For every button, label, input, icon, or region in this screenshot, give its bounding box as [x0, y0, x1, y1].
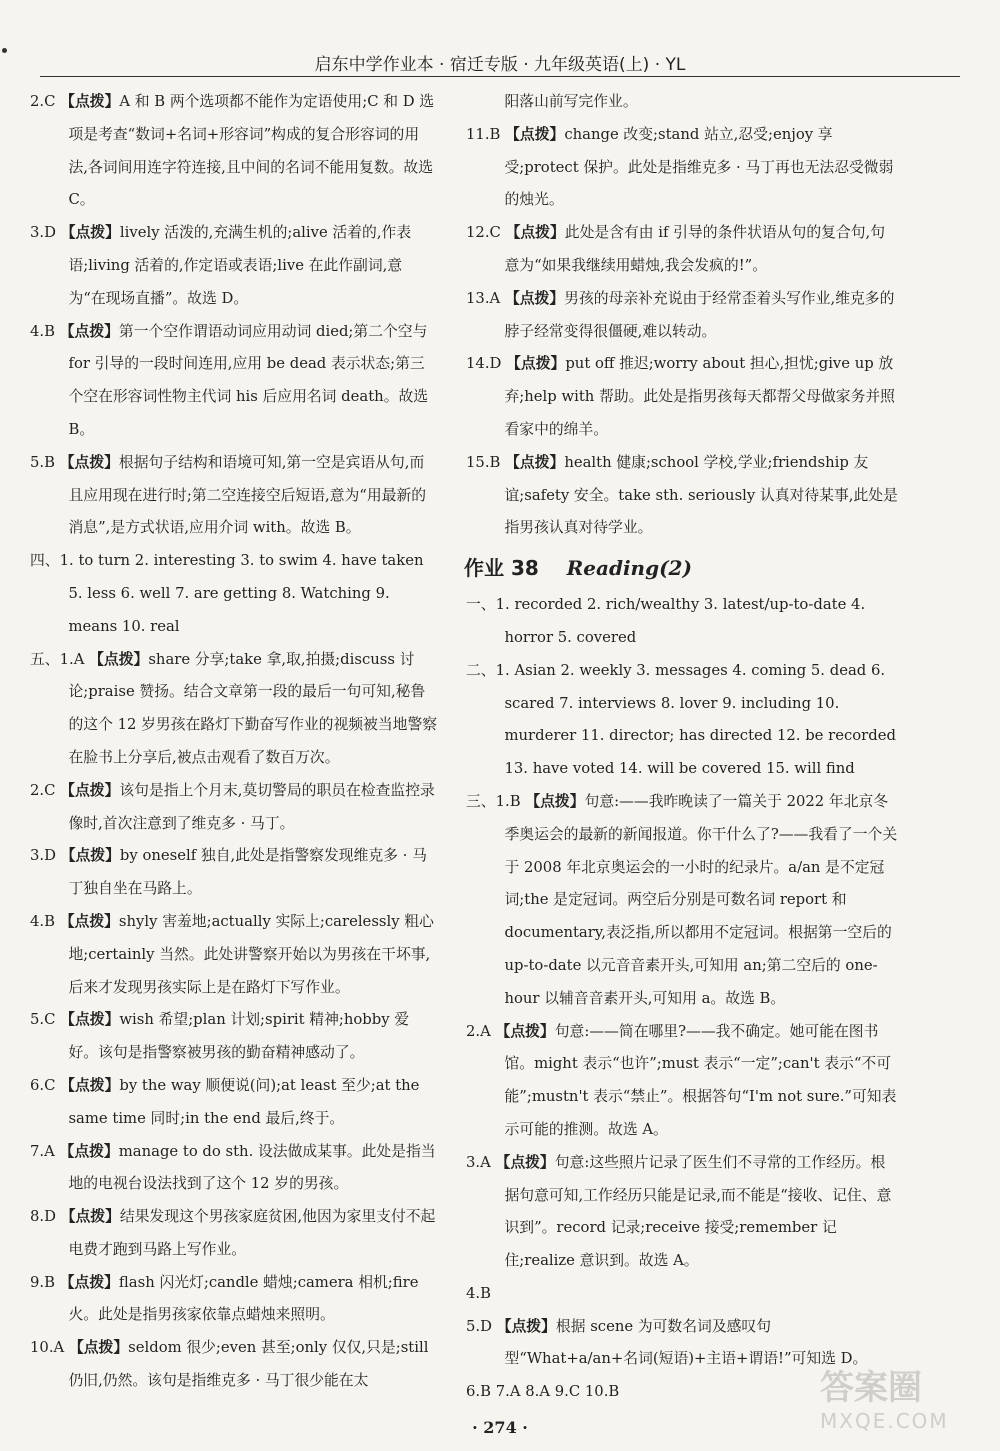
answer-number: 5.C — [30, 1011, 56, 1029]
hint-tag: 【点拨】 — [525, 792, 585, 810]
answer-item — [30, 316, 438, 447]
answer-text: A 和 B 两个选项都不能作为定语使用;C 和 D 选项是考查“数词+名词+形容词”构成的复合形容词的用法,各词间用连字符连接,且中间的名词不能用复数。故选 C。 — [68, 93, 435, 209]
hint-tag: 【点拨】 — [495, 1022, 555, 1040]
answer-item — [466, 217, 898, 283]
answer-item — [30, 840, 438, 906]
answer-number: 4.B — [30, 912, 55, 930]
answer-text: lively 活泼的,充满生机的;alive 活着的,作表语;living 活着的,作定语或表语;live 在此作副词,意为“在现场直播”。故选 D。 — [68, 224, 412, 307]
answer-number: 2.C — [30, 93, 56, 110]
answer-item — [30, 1004, 438, 1070]
answer-number: 13.A — [466, 289, 501, 307]
answer-number: 2.C — [30, 781, 56, 799]
hint-tag: 【点拨】 — [504, 289, 565, 307]
answer-item — [466, 655, 898, 786]
hint-tag: 【点拨】 — [506, 355, 566, 373]
answer-number: 四、1. — [30, 552, 74, 570]
answer-number: 三、1.B — [466, 792, 521, 810]
answer-text: 7.A 8.A 9.C 10.B — [495, 1383, 620, 1401]
answer-item — [466, 86, 898, 119]
answer-number: 15.B — [466, 453, 501, 471]
answer-text: put off 推迟;worry about 担心,担忧;give up 放弃;help with 帮助。此处是指男孩每天都帮父母做家务并照看家中的绵羊。 — [504, 355, 895, 438]
hint-tag: 【点拨】 — [60, 1208, 120, 1226]
answer-number: 3.D — [30, 224, 56, 242]
answer-item — [466, 348, 898, 446]
answer-text: manage to do sth. 设法做成某事。此处是指当地的电视台设法找到了这个 12 岁的男孩。 — [68, 1142, 436, 1193]
answer-item — [466, 786, 898, 1016]
answer-number: 二、1. — [466, 661, 510, 679]
answer-text: by oneself 独自,此处是指警察发现维克多 · 马丁独自坐在马路上。 — [68, 847, 427, 898]
hint-tag: 【点拨】 — [60, 93, 120, 110]
left-column — [30, 86, 438, 1398]
answer-text: change 改变;stand 站立,忍受;enjoy 享受;protect 保护。此处是指维克多 · 马丁再也无法忍受微弱的烛光。 — [504, 125, 894, 209]
answer-item — [466, 283, 898, 349]
answer-text: to turn 2. interesting 3. to swim 4. have taken 5. less 6. well 7. are getting 8. Watching 9. means 10. real — [68, 552, 424, 635]
header-rule — [40, 76, 960, 77]
answer-number: 2.A — [466, 1022, 491, 1040]
answer-text: share 分享;take 拿,取,拍摄;discuss 讨论;praise 赞扬。结合文章第一段的最后一句可知,秘鲁的这个 12 岁男孩在路灯下勤奋写作业的视频被当地警察在脸书上分享后,被点击观看了数百万次。 — [68, 650, 438, 766]
answer-number: 8.D — [30, 1208, 56, 1226]
answer-number: 12.C — [466, 224, 501, 242]
answer-number: 五、1.A — [30, 650, 85, 668]
answer-text: 此处是含有由 if 引导的条件状语从句的复合句,句意为“如果我继续用蜡烛,我会发疯的!”。 — [504, 224, 886, 274]
heading-cn: 作业 38 — [464, 556, 539, 581]
answer-text: recorded 2. rich/wealthy 3. latest/up-to-date 4. horror 5. covered — [504, 596, 866, 646]
answer-item — [30, 86, 438, 217]
watermark-logo: 答案圈 MXQE.COM — [820, 1368, 949, 1433]
answer-number: 14.D — [466, 355, 502, 373]
answer-number: 4.B — [30, 322, 55, 340]
answer-item — [30, 1332, 438, 1398]
answer-number: 11.B — [466, 125, 501, 143]
answer-text: Asian 2. weekly 3. messages 4. coming 5. dead 6. scared 7. interviews 8. lover 9. including 10. murderer 11. director; has directed 12. be recorded 13. have voted 14. will be covered 15. will find — [504, 661, 896, 778]
answer-text: wish 希望;plan 计划;spirit 精神;hobby 爱好。该句是指警察被男孩的勤奋精神感动了。 — [68, 1011, 410, 1062]
answer-number: 10.A — [30, 1339, 65, 1357]
answer-text: 根据 scene 为可数名词及感叹句型“What+a/an+名词(短语)+主语+谓语!”可知选 D。 — [504, 1317, 868, 1368]
hint-tag: 【点拨】 — [505, 224, 565, 242]
hint-tag: 【点拨】 — [59, 912, 119, 930]
answer-text: seldom 很少;even 甚至;only 仅仅,只是;still 仍旧,仍然。该句是指维克多 · 马丁很少能在太 — [68, 1339, 429, 1390]
answer-text: 第一个空作谓语动词应用动词 died;第二个空与 for 引导的一段时间连用,应用 be dead 表示状态;第三个空在形容词性物主代词 his 后应用名词 death。故选 B。 — [68, 322, 429, 438]
right-column — [466, 86, 898, 1409]
hint-tag: 【点拨】 — [60, 847, 120, 865]
page-number: · 274 · — [472, 1418, 528, 1437]
hint-tag: 【点拨】 — [60, 1011, 120, 1029]
answer-text: 根据句子结构和语境可知,第一空是宾语从句,而且应用现在进行时;第二空连接空后短语,意为“用最新的消息”,是方式状语,应用介词 with。故选 B。 — [68, 453, 427, 537]
answer-number: 4.B — [466, 1284, 491, 1302]
answer-text: 句意:这些照片记录了医生们不寻常的工作经历。根据句意可知,工作经历只能是记录,而不能是“接收、记住、意识到”。record 记录;receive 接受;remember 记住;realize 意识到。故选 A。 — [504, 1153, 892, 1270]
answer-text: 该句是指上个月末,莫切警局的职员在检查监控录像时,首次注意到了维克多 · 马丁。 — [68, 781, 435, 832]
answer-item — [30, 1136, 438, 1202]
hint-tag: 【点拨】 — [60, 1076, 120, 1094]
answer-text: 句意:——简在哪里?——我不确定。她可能在图书馆。might 表示“也许”;must 表示“一定”;can't 表示“不可能”;mustn't 表示“禁止”。根据答句“I'm not sure.”可知表示可能的推测。故选 A。 — [504, 1022, 897, 1138]
hint-tag: 【点拨】 — [495, 1153, 555, 1171]
page-header: 启东中学作业本 · 宿迁专版 · 九年级英语(上) · YL — [314, 55, 686, 75]
answer-item — [466, 1147, 898, 1278]
answer-number: 一、1. — [466, 596, 510, 614]
answer-text: shyly 害羞地;actually 实际上;carelessly 粗心地;certainly 当然。此处讲警察开始以为男孩在干坏事,后来才发现男孩实际上是在路灯下写作业。 — [68, 912, 434, 996]
answer-number: 6.B — [466, 1383, 491, 1401]
answer-item — [466, 1016, 898, 1147]
answer-item — [466, 447, 898, 545]
section-heading — [464, 551, 898, 585]
hint-tag: 【点拨】 — [505, 453, 565, 471]
hint-tag: 【点拨】 — [59, 1273, 119, 1291]
right-bottom-items — [466, 589, 898, 1409]
answer-text: flash 闪光灯;candle 蜡烛;camera 相机;fire 火。此处是指男孩家依靠点蜡烛来照明。 — [68, 1273, 419, 1324]
hint-tag: 【点拨】 — [60, 224, 120, 242]
hint-tag: 【点拨】 — [505, 125, 565, 143]
hint-tag: 【点拨】 — [59, 322, 119, 340]
answer-text: 阳落山前写完作业。 — [504, 93, 638, 110]
answer-item — [30, 1267, 438, 1333]
answer-item — [30, 447, 438, 545]
answer-number: 7.A — [30, 1142, 55, 1160]
answer-item — [30, 906, 438, 1004]
answer-text: 结果发现这个男孩家庭贫困,他因为家里支付不起电费才跑到马路上写作业。 — [68, 1208, 436, 1258]
heading-en: Reading(2) — [566, 556, 692, 581]
answer-item — [30, 217, 438, 315]
hint-tag: 【点拨】 — [59, 453, 119, 471]
hint-tag: 【点拨】 — [68, 1339, 129, 1357]
answer-item — [30, 545, 438, 643]
answer-item — [466, 119, 898, 217]
answer-item — [30, 775, 438, 841]
answer-text: health 健康;school 学校,学业;friendship 友谊;safety 安全。take sth. seriously 认真对待某事,此处是指男孩认真对待学业。 — [504, 453, 898, 537]
hint-tag: 【点拨】 — [89, 650, 149, 668]
answer-number: 5.B — [30, 453, 55, 471]
answer-item — [30, 1201, 438, 1267]
answer-item — [466, 589, 898, 655]
answer-item — [466, 1278, 898, 1311]
hint-tag: 【点拨】 — [496, 1317, 556, 1335]
answer-number: 5.D — [466, 1317, 492, 1335]
hint-tag: 【点拨】 — [60, 781, 120, 799]
answer-item — [30, 1070, 438, 1136]
answer-text: 句意:——我昨晚读了一篇关于 2022 年北京冬季奥运会的最新的新闻报道。你干什么了?——我看了一个关于 2008 年北京奥运会的一小时的纪录片。a/an 是不定冠词;the 是定冠词。两空后分别是可数名词 report 和 documentary,表泛指,所以都用不定冠词。根据第一空后的 up-to-date 以元音音素开头,可知用 an;第二空后的 one-hour 以辅音音素开头,可知用 a。故选 B。 — [504, 792, 898, 1007]
answer-number: 3.D — [30, 847, 56, 865]
right-top-items — [466, 86, 898, 545]
hint-tag: 【点拨】 — [59, 1142, 119, 1160]
answer-number: 6.C — [30, 1076, 56, 1094]
answer-number: 3.A — [466, 1153, 491, 1171]
answer-text: 男孩的母亲补充说由于经常歪着头写作业,维克多的脖子经常变得很僵硬,难以转动。 — [504, 289, 895, 340]
answer-text: by the way 顺便说(问);at least 至少;at the same time 同时;in the end 最后,终于。 — [68, 1076, 420, 1127]
answer-item — [30, 644, 438, 775]
answer-number: 9.B — [30, 1273, 55, 1291]
